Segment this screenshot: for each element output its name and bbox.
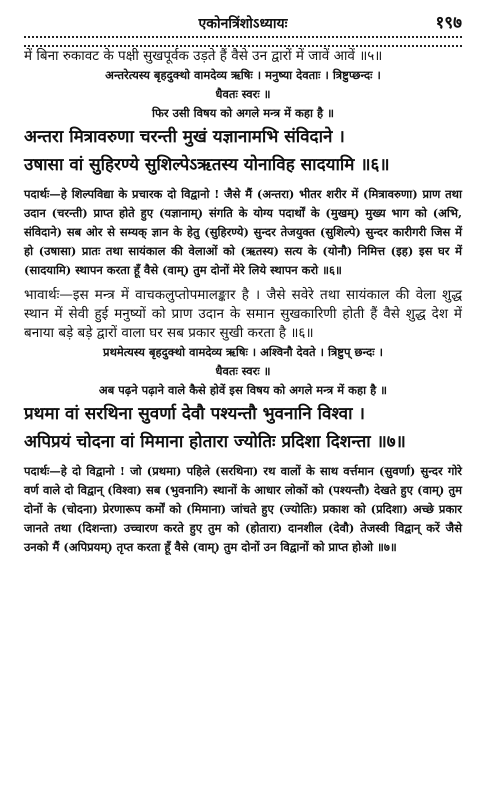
mantra7-verse-line1: प्रथमा वां सरथिना सुवर्णा देवौ पश्यन्तौ भुवनानि विश्वा ।: [24, 404, 365, 424]
continuation-text: में बिना रुकावट के पक्षी सुखपूर्वक उड़ते हैं वैसे उन द्वारों में जावें आवें ॥५॥: [24, 48, 383, 64]
mantra6-bhavartha: भावार्थः—इस मन्त्र में वाचकलुप्तोपमालङ्कार है । जैसे सवेरे तथा सायंकाल की वेला शुद्ध स्थान में सेवी हुई मनुष्यों को प्राण उदान के समान सुखकारिणी होती हैं वैसे शुद्ध देश में बनाया बड़े बड़े द्वारों वाला घर सब प्रकार सुखी करता है ॥६॥: [24, 287, 462, 341]
mantra6-svara-line: धैवतः स्वरः ॥: [215, 87, 271, 101]
page-number: १९७: [435, 13, 462, 33]
mantra7-svara-line: धैवतः स्वरः ॥: [215, 364, 271, 378]
header-divider: [24, 36, 462, 47]
page-body: [24, 47, 462, 557]
mantra7-intro: अब पढ़ने पढ़ाने वाले कैसे होवें इस विषय को अगले मन्त्र में कहा है ॥: [98, 383, 388, 397]
page-header: [24, 0, 462, 34]
mantra6-verse-line1: अन्तरा मित्रावरुणा चरन्ती मुखं यज्ञानामभि संविदाने ।: [24, 127, 345, 147]
mantra6-verse-line2: उषासा वां सुहिरण्ये सुशिल्पेऽऋतस्य योनाविह सादयामि ॥६॥: [24, 155, 390, 175]
mantra6-intro: फिर उसी विषय को अगले मन्त्र में कहा है ॥: [152, 106, 334, 120]
mantra7-padartha: पदार्थः—हे दो विद्वानो ! जो (प्रथमा) पहिले (सरथिना) रथ वालों के साथ वर्त्तमान (सुवर्णा) सुन्दर गोरे वर्ण वाले दो विद्वान् (विश्वा) सब (भुवनानि) स्थानों के आधार लोकों को (पश्यन्तौ) देखते हुए (वाम्) तुम दोनों के (चोदना) प्रेरणारूप कर्मों को (मिमाना) जांचते हुए (ज्योतिः) प्रकाश को (प्रदिशा) अच्छे प्रकार जानते तथा (दिशन्ता) उच्चारण करते हुए तुम को (होतारा) दानशील (देवौ) तेजस्वी विद्वान् करें जैसे उनको मैं (अपिप्रयम्) तृप्त करता हूँ वैसे (वाम्) तुम दोनों उन विद्वानों को प्राप्त होओ ॥७॥: [24, 464, 462, 554]
mantra7-rishi-line: प्रथमेत्यस्य बृहदुक्थो वामदेव्य ऋषिः । अश्विनौ देवते । त्रिष्टुप् छन्दः ।: [103, 345, 383, 359]
mantra6-padartha: पदार्थः—हे शिल्पविद्या के प्रचारक दो विद्वानो ! जैसे मैं (अन्तरा) भीतर शरीर में (मित्रावरुणा) प्राण तथा उदान (चरन्ती) प्राप्त होते हुए (यज्ञानाम्) संगति के योग्य पदार्थों के (मुखम्) मुख्य भाग को (अभि, संविदाने) सब ओर से सम्यक् ज्ञान के हेतु (सुहिरण्ये) सुन्दर तेजयुक्त (सुशिल्पे) सुन्दर कारीगरी जिस में हो (उषासा) प्रातः तथा सायंकाल की वेलाओं को (ऋतस्य) सत्य के (योनौ) निमित्त (इह) इस घर में (सादयामि) स्थापन करता हूँ वैसे (वाम्) तुम दोनों मेरे लिये स्थापन करो ॥६॥: [24, 187, 462, 277]
chapter-title: एकोनत्रिंशोऽध्यायः: [198, 16, 288, 32]
mantra7-verse-line2: अपिप्रयं चोदना वां मिमाना होतारा ज्योतिः प्रदिशा दिशन्ता ॥७॥: [24, 432, 406, 452]
mantra6-rishi-line: अन्तरेत्यस्य बृहदुक्थो वामदेव्य ऋषिः । मनुष्या देवताः । त्रिष्टुप्छन्दः ।: [105, 68, 381, 82]
